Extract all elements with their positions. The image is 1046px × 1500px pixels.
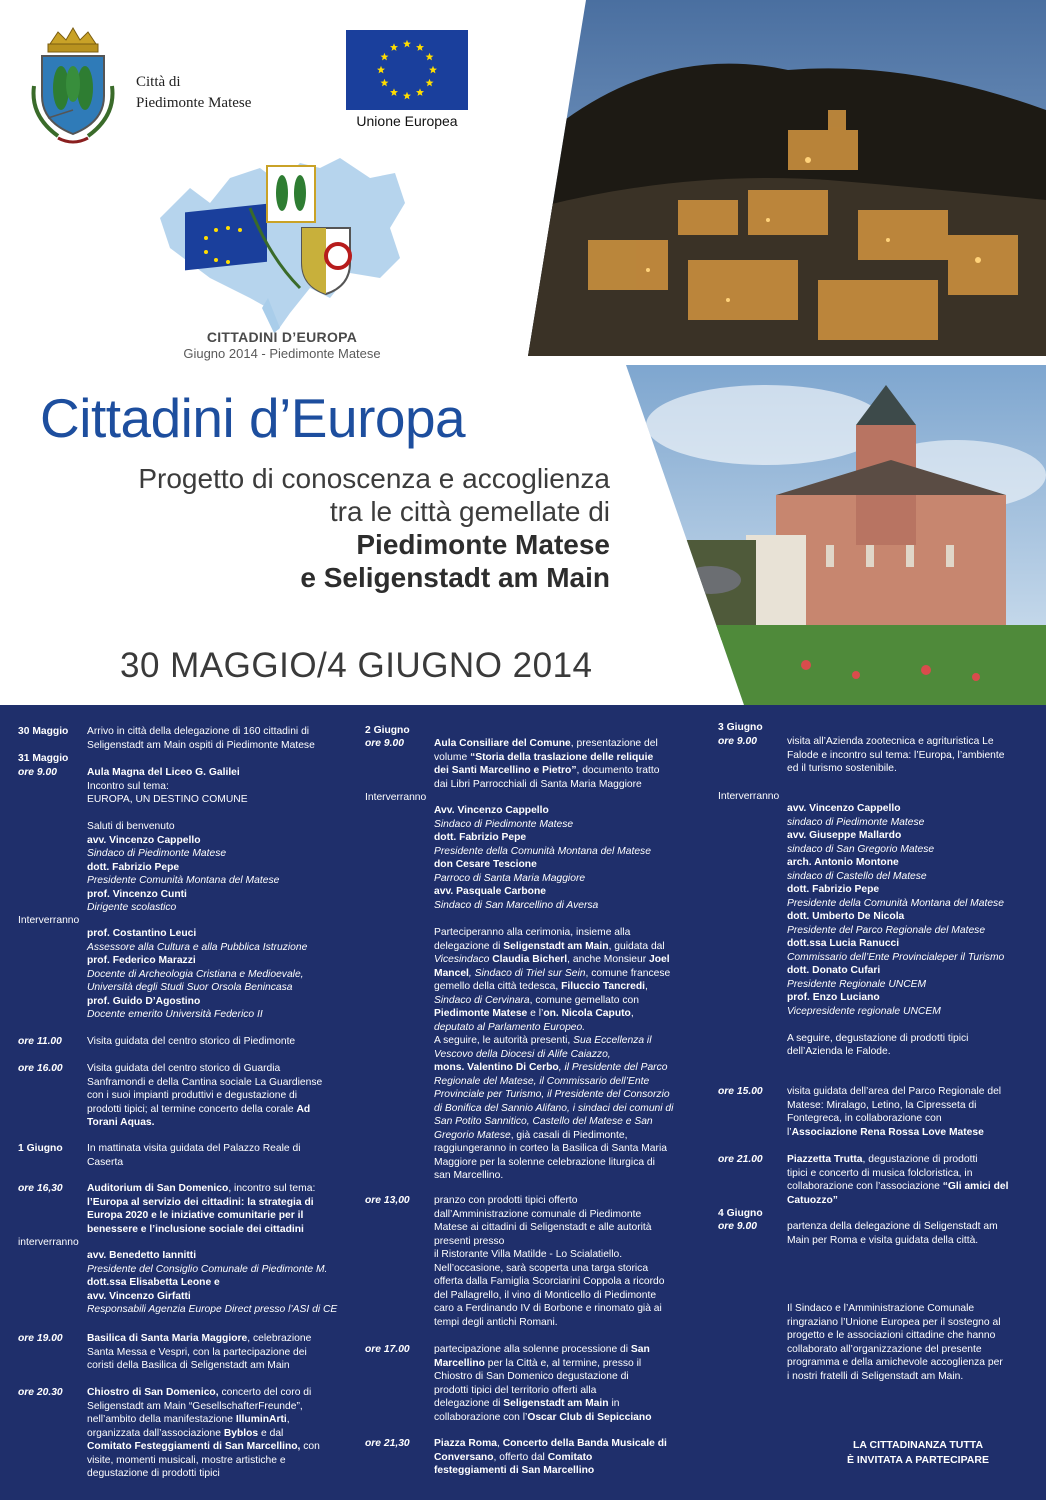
- entry-text: partecipazione alla solenne processione di: [434, 1344, 631, 1355]
- entry-text: presenti presso: [434, 1235, 505, 1247]
- program-entry: [718, 1085, 1033, 1139]
- entry-text: coristi della Basilica di Seligenstadt am Main: [87, 1360, 290, 1371]
- time-label: ore 20.30: [18, 1387, 63, 1398]
- speaker-role: Sindaco di Piedimonte Matese: [87, 848, 227, 859]
- entry-text: , documento tratto: [576, 765, 660, 776]
- speaker-name: avv. Giuseppe Mallardo: [787, 830, 902, 841]
- speaker-name: don Cesare Tescione: [434, 859, 537, 870]
- program-entry: [18, 1386, 353, 1481]
- subtitle-city1: Piedimonte Matese: [356, 529, 610, 560]
- time-label: ore 11.00: [18, 1036, 62, 1047]
- day-label: 3 Giugno: [718, 722, 763, 733]
- entry-text: , già casali di Piedimonte,: [510, 1129, 628, 1141]
- entry-text: e dal: [258, 1427, 284, 1439]
- program-entry: [18, 1035, 353, 1049]
- speaker-name: dott. Donato Cufari: [787, 965, 881, 976]
- subtitle-line1: Progetto di conoscenza e accoglienza: [138, 463, 610, 494]
- entry-text: Seligenstadt am Main ospiti di Piedimonte Matese: [87, 739, 315, 751]
- venue: Aula Magna del Liceo G. Galilei: [87, 767, 240, 778]
- subtitle: [138, 462, 610, 594]
- entry-text: gemello della città tedesca,: [434, 981, 562, 992]
- entry-text: , comune gemellato con: [529, 994, 639, 1006]
- program-entry: [18, 927, 353, 1022]
- entry-text: in: [608, 1398, 620, 1409]
- entry-text-bold: “Storia della traslazione delle reliquie: [470, 751, 654, 763]
- speaker-role: Responsabili Agenzia Europe Direct presso l’ASI di CE: [87, 1304, 338, 1315]
- seligenstadt-basilica-photo: [626, 365, 1046, 705]
- entry-text: dell’Azienda le Falode.: [787, 1046, 891, 1057]
- entry-text: ,: [645, 981, 648, 992]
- day-label: 30 Maggio: [18, 726, 69, 737]
- thanks-text: progetto e le associazioni cittadine che hanno: [787, 1330, 996, 1341]
- entry-text: Parteciperanno alla cerimonia, insieme alla: [434, 927, 631, 938]
- speaker-name: avv. Benedetto Iannitti: [87, 1250, 197, 1261]
- entry-text: Nell’occasione, sarà scoperta una targa storica: [434, 1262, 649, 1274]
- speaker-name: dott. Fabrizio Pepe: [787, 884, 880, 895]
- program-entry: [718, 802, 1033, 1059]
- entry-text-bold: festeggiamenti di San Marcellino: [434, 1465, 595, 1476]
- entry-text-italic: , il Presidente del Parco: [558, 1062, 668, 1073]
- entry-text: san Marcellino.: [434, 1170, 504, 1181]
- entry-text: organizzata dall’associazione: [87, 1427, 224, 1439]
- speaker-role: Commissario dell’Ente Provincialeper il Turismo: [787, 951, 1005, 963]
- entry-text-bold: Piedimonte Matese: [434, 1008, 528, 1019]
- entry-text: Matese ai cittadini di Seligenstadt e alle autorità: [434, 1222, 652, 1233]
- entry-text-bold: benessere e l’inclusione sociale dei cittadini: [87, 1223, 304, 1235]
- thanks-text: i nostri fratelli di Seligenstadt am Main.: [787, 1370, 964, 1382]
- entry-text-italic: Vescovo della Diocesi di Alife Caiazzo,: [434, 1048, 611, 1060]
- speaker-role: Presidente della Comunità Montana del Matese: [787, 897, 1004, 909]
- thanks-text: ringraziano l’Unione Europea per il sostegno al: [787, 1316, 1001, 1328]
- program-entry: [18, 1142, 353, 1169]
- entry-text: Fontegreca, in collaborazione con: [787, 1113, 942, 1124]
- speaker-name: avv. Vincenzo Cappello: [87, 834, 201, 846]
- entry-text: , incontro sul tema:: [228, 1183, 316, 1194]
- thanks-text: collaborato all’organizzazione del presente: [787, 1343, 982, 1355]
- speaker-role: Docente di Archeologia Cristiana e Medioevale,: [87, 968, 304, 980]
- speaker-name: prof. Vincenzo Cunti: [87, 888, 187, 900]
- city-label-line2: Piedimonte Matese: [136, 95, 252, 111]
- speaker-role: Presidente della Comunità Montana del Matese: [434, 845, 651, 857]
- speaker-role: Dirigente scolastico: [87, 902, 177, 913]
- entry-text: raggiungeranno in corteo la Basilica di Santa Maria: [434, 1143, 667, 1154]
- eu-flag-icon: [346, 30, 468, 110]
- entry-text-italic: di Bonifica del Sannio Alifano, i sindaci dei comuni di: [434, 1102, 674, 1114]
- entry-text-bold: Seligenstadt am Main: [503, 1398, 609, 1409]
- entry-text: ,: [630, 1008, 634, 1019]
- speaker-role: Presidente Comunità Montana del Matese: [87, 875, 280, 886]
- entry-text-bold: IlluminArti: [235, 1414, 287, 1425]
- entry-text: Seligenstadt am Main “GesellschafterFreunde”,: [87, 1400, 303, 1412]
- entry-text-italic: Sua Eccellenza il: [573, 1035, 652, 1046]
- speaker-name: dott. Fabrizio Pepe: [434, 832, 527, 843]
- entry-text-bold: Concerto della Banda Musicale di: [502, 1438, 667, 1449]
- entry-text-bold: mons. Valentino Di Cerbo: [434, 1062, 559, 1073]
- entry-text: volume: [434, 751, 471, 763]
- piedimonte-night-photo: [528, 0, 1046, 356]
- speaker-role: sindaco di Piedimonte Matese: [787, 816, 925, 828]
- program-entry: [718, 735, 1033, 776]
- program-entry: [18, 1062, 353, 1130]
- entry-text-bold: Marcellino: [434, 1357, 485, 1369]
- speakers-heading: interverranno: [18, 1237, 79, 1248]
- entry-text: , anche Monsieur: [567, 954, 650, 965]
- entry-text: per la Città e, al termine, presso il: [484, 1357, 642, 1369]
- program-entry: [18, 1182, 353, 1236]
- time-label: ore 17.00: [365, 1344, 410, 1355]
- time-label: ore 16,30: [18, 1183, 63, 1194]
- speaker-role: Parroco di Santa Maria Maggiore: [434, 872, 586, 884]
- speaker-role: Università degli Studi Suor Orsola Benincasa: [87, 982, 293, 993]
- speaker-name: avv. Vincenzo Cappello: [787, 803, 901, 814]
- entry-text: con: [300, 1441, 320, 1452]
- speakers-heading: Interverranno: [718, 791, 780, 802]
- entry-text: Arrivo in città della delegazione di 160 cittadini di: [87, 726, 310, 737]
- entry-text: EUROPA, UN DESTINO COMUNE: [87, 794, 248, 805]
- speaker-role: Vicepresidente regionale UNCEM: [787, 1005, 941, 1017]
- day-label: 4 Giugno: [718, 1208, 763, 1219]
- entry-text-italic: , Sindaco di Triel sur Sein: [468, 967, 586, 979]
- entry-text: dall’Amministrazione comunale di Piedimonte: [434, 1208, 642, 1220]
- program-entry: [365, 1343, 705, 1424]
- day-label: 2 Giugno: [365, 725, 410, 736]
- time-label: ore 16.00: [18, 1063, 63, 1074]
- day-label: 31 Maggio: [18, 753, 69, 764]
- entry-text: collaborazione con l’associazione: [787, 1181, 943, 1192]
- entry-text: , offerto dal: [493, 1451, 548, 1463]
- entry-text: ,: [286, 1414, 290, 1425]
- entry-text: ,: [496, 1438, 503, 1449]
- subtitle-line2: tra le città gemellate di: [329, 496, 610, 527]
- entry-text: dai Libri Parrocchiali di Santa Maria Maggiore: [434, 778, 642, 790]
- program-entry: [365, 1437, 705, 1478]
- subtitle-city2: e Seligenstadt am Main: [300, 562, 610, 593]
- speaker-name: dott.ssa Elisabetta Leone e: [87, 1277, 220, 1288]
- speaker-role: sindaco di San Gregorio Matese: [787, 843, 935, 855]
- speaker-role: Presidente del Parco Regionale del Matese: [787, 924, 986, 936]
- entry-text: l’: [787, 1126, 792, 1138]
- entry-text: delegazione di: [434, 940, 504, 952]
- entry-text: A seguire, degustazione di prodotti tipici: [787, 1032, 969, 1044]
- entry-text-bold: Associazione Rena Rossa Love Matese: [791, 1126, 984, 1138]
- thanks-text: Il Sindaco e l’Amministrazione Comunale: [787, 1303, 975, 1314]
- map-logo-subtitle: Giugno 2014 - Piedimonte Matese: [183, 346, 381, 361]
- entry-text-bold: Comitato: [547, 1451, 593, 1463]
- entry-text-bold: Byblos: [223, 1427, 259, 1439]
- entry-text: In mattinata visita guidata del Palazzo Reale di: [87, 1143, 301, 1154]
- entry-text: del Pallagrello, il vino di Monticello di Piedimonte: [434, 1289, 657, 1301]
- day-label: 1 Giugno: [18, 1143, 63, 1154]
- entry-text: Falode e incontro sul tema: l’Europa, l’ambiente: [787, 749, 1005, 761]
- speakers-heading: Interverranno: [365, 792, 427, 803]
- entry-text-italic: Gregorio Matese: [434, 1129, 511, 1141]
- entry-text: Matese: Miralago, Letino, la Cipresseta di: [787, 1099, 977, 1111]
- entry-text: visite, momenti musicali, mostre artistiche e: [87, 1454, 286, 1466]
- speaker-name: dott. Umberto De Nicola: [787, 911, 905, 922]
- entry-text-bold: Ad: [296, 1103, 311, 1115]
- entry-text: tempi degli antichi Romani.: [434, 1316, 558, 1328]
- map-logo-title: CITTADINI D’EUROPA: [206, 329, 358, 345]
- entry-text: offerta dalla Famiglia Scorciarini Coppola a ricordo: [434, 1276, 665, 1287]
- speaker-name: prof. Guido D’Agostino: [87, 995, 201, 1007]
- entry-text: Maggiore per la solenne celebrazione liturgica di: [434, 1156, 655, 1168]
- entry-text: , comune francese: [585, 967, 671, 979]
- entry-text-bold: Piazza Roma: [434, 1438, 497, 1449]
- time-label: ore 15.00: [718, 1086, 763, 1097]
- entry-text: Visita guidata del centro storico di Piedimonte: [87, 1036, 296, 1047]
- closing-invitation: [798, 1438, 1038, 1468]
- entry-text-bold: Claudia Bicherl: [492, 954, 568, 965]
- entry-text-bold: l’Europa al servizio dei cittadini: la strategia di: [87, 1196, 314, 1208]
- entry-text: , presentazione del: [570, 738, 658, 749]
- entry-text-italic: Regionale del Matese, il Commissario dell’Ente: [434, 1075, 650, 1087]
- entry-text-bold: Comitato Festeggiamenti di San Marcellino,: [87, 1441, 301, 1452]
- program-entry: [18, 1249, 353, 1317]
- speaker-name: dott. Fabrizio Pepe: [87, 861, 180, 873]
- entry-text: visita all’Azienda zootecnica e agrituristica Le: [787, 736, 994, 747]
- entry-text-bold: Torani Aquas.: [87, 1117, 155, 1128]
- entry-text: concerto del coro di: [218, 1387, 312, 1398]
- speaker-name: dott.ssa Lucia Ranucci: [787, 938, 900, 949]
- program-entry: [365, 804, 705, 912]
- entry-text: Saluti di benvenuto: [87, 821, 175, 832]
- entry-text: Visita guidata del centro storico di Guardia: [87, 1063, 281, 1074]
- entry-text-italic: deputato al Parlamento Europeo.: [434, 1021, 586, 1033]
- entry-text: visita guidata dell’area del Parco Regionale del: [787, 1086, 1002, 1097]
- venue: Basilica di Santa Maria Maggiore: [87, 1333, 248, 1344]
- entry-text-bold: San: [630, 1344, 650, 1355]
- entry-text: con i suoi impianti produttivi e degustazione di: [87, 1090, 298, 1101]
- venue: Auditorium di San Domenico: [87, 1183, 229, 1194]
- entry-text: partenza della delegazione di Seligenstadt am: [787, 1221, 998, 1232]
- program-entry: [718, 1153, 1033, 1207]
- closing-line1: LA CITTADINANZA TUTTA: [852, 1439, 984, 1451]
- thanks-text: programma e della amichevole accoglienza per: [787, 1357, 1003, 1368]
- entry-text: ed il turismo sostenibile.: [787, 763, 897, 774]
- program-entry: [365, 737, 705, 791]
- program-entry: [18, 725, 353, 752]
- speaker-name: prof. Federico Marazzi: [87, 955, 196, 966]
- entry-text-bold: Mancel: [434, 967, 469, 979]
- program-entry: [365, 926, 705, 1183]
- eu-label: Unione Europea: [356, 113, 458, 129]
- time-label: ore 9.00: [718, 1221, 757, 1232]
- venue: Aula Consiliare del Comune: [434, 738, 571, 749]
- speakers-heading: Interverranno: [18, 915, 80, 926]
- entry-text: pranzo con prodotti tipici offerto: [434, 1195, 578, 1206]
- entry-text-bold: Catuozzo”: [787, 1194, 838, 1206]
- program-entry: [18, 1332, 353, 1373]
- time-label: ore 9.00: [718, 736, 757, 747]
- entry-text-italic: Sindaco di Cervinara: [434, 994, 530, 1006]
- entry-text-bold: Conversano: [434, 1451, 494, 1463]
- main-title: Cittadini d’Europa: [40, 387, 466, 449]
- entry-text: Caserta: [87, 1156, 124, 1168]
- entry-text-italic: Vicesindaco: [434, 954, 493, 965]
- time-label: ore 13,00: [365, 1195, 410, 1206]
- city-crest-icon: [28, 26, 118, 148]
- speaker-role: Assessore alla Cultura e alla Pubblica Istruzione: [87, 941, 308, 953]
- entry-text-bold: Filuccio Tancredi: [561, 981, 645, 992]
- city-label-line1: Città di: [136, 74, 181, 90]
- entry-text: Incontro sul tema:: [87, 780, 169, 792]
- speaker-role: Docente emerito Università Federico II: [87, 1009, 263, 1020]
- speaker-name: avv. Pasquale Carbone: [434, 886, 546, 897]
- speaker-name: avv. Vincenzo Girfatti: [87, 1290, 191, 1302]
- entry-text: Chiostro di San Domenico degustazione di: [434, 1371, 629, 1382]
- program-panel: [0, 705, 1046, 1500]
- entry-text: Main per Roma e visita guidata della città.: [787, 1234, 979, 1246]
- speaker-role: Sindaco di Piedimonte Matese: [434, 818, 574, 830]
- entry-text: degustazione di prodotti tipici: [87, 1468, 220, 1479]
- speaker-role: Sindaco di San Marcellino di Aversa: [434, 899, 599, 911]
- speaker-name: Avv. Vincenzo Cappello: [434, 805, 549, 816]
- entry-text: prodotti tipici; al termine concerto della corale: [87, 1103, 297, 1115]
- speaker-name: arch. Antonio Montone: [787, 857, 899, 868]
- entry-text: , degustazione di prodotti: [862, 1154, 978, 1165]
- speaker-name: prof. Costantino Leuci: [87, 928, 197, 939]
- entry-text-italic: San Potito Sannitico, Castello del Matese e San: [434, 1116, 653, 1127]
- speaker-name: prof. Enzo Luciano: [787, 992, 880, 1003]
- entry-text: caro a Ferdinando IV di Borbone e rinomato già ai: [434, 1303, 662, 1314]
- entry-text: A seguire, le autorità presenti,: [434, 1035, 574, 1046]
- entry-text-italic: Provinciale per Turismo, il Presidente del Consorzio: [434, 1089, 670, 1100]
- entry-text: nell’ambito della manifestazione: [87, 1414, 236, 1425]
- time-label: ore 9.00: [18, 767, 57, 778]
- entry-text-bold: Europa 2020 e le iniziative comunitarie per il: [87, 1210, 304, 1221]
- speaker-role: sindaco di Castello del Matese: [787, 870, 927, 882]
- entry-text-bold: Joel: [649, 954, 670, 965]
- entry-text-bold: on. Nicola Caputo: [543, 1008, 631, 1019]
- time-label: ore 9.00: [365, 738, 404, 749]
- time-label: ore 19.00: [18, 1333, 63, 1344]
- entry-text: , guidata dal: [608, 940, 665, 952]
- entry-text: delegazione di: [434, 1398, 504, 1409]
- entry-text: tipici e concerto di musica folcloristica, in: [787, 1167, 973, 1179]
- europe-map-logo-icon: [150, 148, 420, 338]
- entry-text-bold: Seligenstadt am Main: [503, 940, 609, 952]
- entry-text-bold: Oscar Club di Sepicciano: [527, 1411, 652, 1423]
- city-label: [136, 72, 251, 114]
- time-label: ore 21.00: [718, 1154, 763, 1165]
- entry-text: e l’: [527, 1008, 544, 1019]
- entry-text: Santa Messa e Vespri, con la partecipazione dei: [87, 1346, 307, 1358]
- entry-text-bold: dei Santi Marcellino e Pietro”: [434, 765, 577, 776]
- entry-text: , celebrazione: [247, 1333, 312, 1344]
- entry-text-bold: Piazzetta Trutta: [787, 1154, 863, 1165]
- program-entry: [365, 1194, 705, 1329]
- entry-text: Sanframondi e della Cantina sociale La Guardiense: [87, 1076, 323, 1088]
- speaker-role: Presidente Regionale UNCEM: [787, 978, 927, 990]
- thanks-note: [718, 1302, 1033, 1383]
- program-entry: [718, 1220, 1033, 1247]
- entry-text-bold: “Gli amici del: [942, 1181, 1009, 1192]
- program-entry: [18, 766, 353, 915]
- event-dates: 30 MAGGIO/4 GIUGNO 2014: [120, 646, 593, 685]
- speaker-role: Presidente del Consiglio Comunale di Piedimonte M.: [87, 1263, 328, 1275]
- venue: Chiostro di San Domenico,: [87, 1387, 219, 1398]
- entry-text: il Ristorante Villa Matilde - Lo Scialatiello.: [434, 1249, 623, 1260]
- entry-text: collaborazione con l’: [434, 1411, 528, 1423]
- closing-line2: È INVITATA A PARTECIPARE: [847, 1454, 989, 1466]
- entry-text: prodotti tipici del territorio offerti alla: [434, 1384, 597, 1396]
- time-label: ore 21,30: [365, 1438, 410, 1449]
